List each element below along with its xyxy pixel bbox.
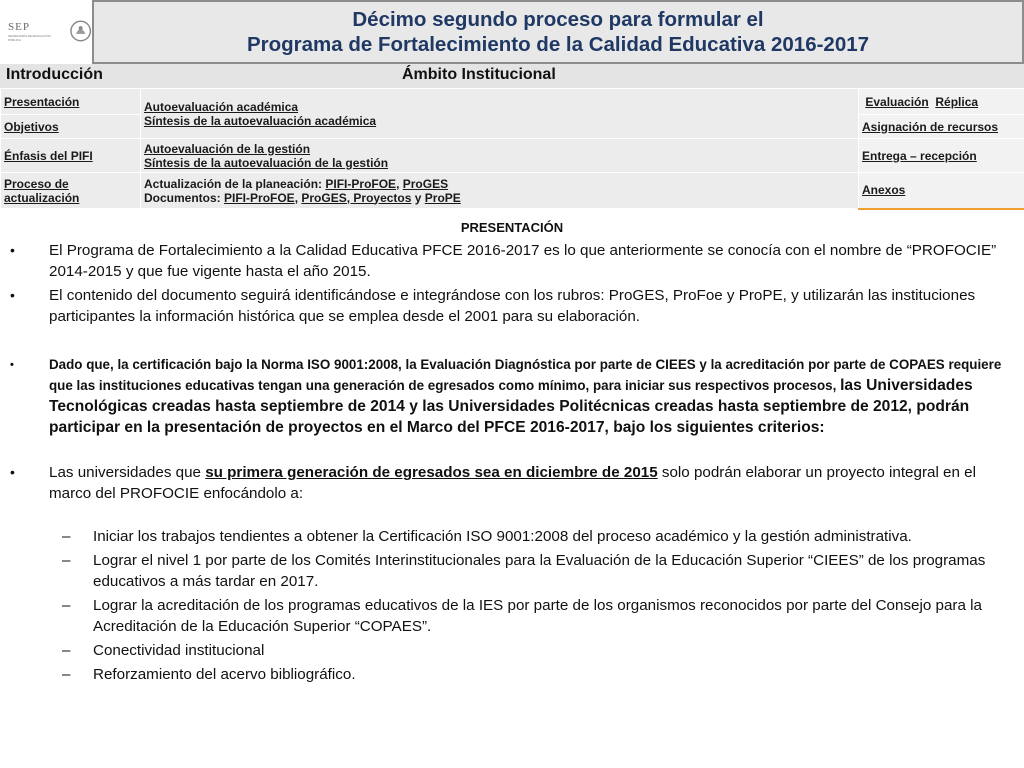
- nav-autoevaluacion-gestion[interactable]: Autoevaluación de la gestión: [144, 141, 311, 156]
- nav-anexos[interactable]: Anexos: [859, 173, 1024, 209]
- nav-documentos-line: Documentos: PIFI-ProFOE, ProGES, Proyectos y ProPE: [144, 190, 461, 205]
- nav-enfasis[interactable]: Énfasis del PIFI: [1, 139, 141, 173]
- sep-logo-word: SEP: [8, 20, 30, 33]
- nav-proceso[interactable]: Proceso de actualización: [1, 173, 141, 209]
- dash-mark: –: [62, 552, 71, 569]
- bullet-2: • El contenido del documento seguirá identificándose e integrándose con los rubros: ProGES, ProFoe y ProPE, y utilizarán las instituciones participantes la información histórica que se emplea desde el 2001 para su elaboración.: [10, 287, 976, 325]
- subitem-4: – Conectividad institucional: [62, 642, 265, 659]
- bullet-mark: •: [10, 359, 14, 371]
- title-line-1: Décimo segundo proceso para formular el: [352, 8, 764, 31]
- nav-actualizacion-cell: [141, 173, 859, 209]
- nav-entrega[interactable]: Entrega – recepción: [859, 139, 1024, 173]
- subitem-5: – Reforzamiento del acervo bibliográfico.: [62, 666, 356, 683]
- bullet-mark: •: [10, 242, 15, 258]
- navigation-table: [0, 88, 1024, 210]
- subitem-1: – Iniciar los trabajos tendientes a obtener la Certificación ISO 9001:2008 del proceso académico y la gestión administrativa.: [62, 528, 912, 545]
- bullet-mark: •: [10, 287, 15, 303]
- sep-logo-subtitle: SECRETARÍA DE EDUCACIÓN PÚBLICA: [8, 33, 51, 42]
- dash-mark: –: [62, 642, 71, 659]
- bullet-1: • El Programa de Fortalecimiento a la Calidad Educativa PFCE 2016-2017 es lo que anteriormente se conocía con el nombre de “PROFOCIE” 2014-2015 y que fue vigente hasta el año 2015.: [10, 242, 997, 280]
- link-doc-pifi-profoe[interactable]: PIFI-ProFOE: [224, 190, 295, 205]
- nav-objetivos[interactable]: Objetivos: [1, 115, 141, 139]
- link-proges[interactable]: ProGES: [402, 176, 449, 191]
- nav-presentacion[interactable]: Presentación: [1, 89, 141, 115]
- mexico-seal-icon: [69, 18, 92, 44]
- nav-sintesis-academica[interactable]: Síntesis de la autoevaluación académica: [144, 113, 377, 128]
- intro-label[interactable]: Introducción: [6, 66, 103, 83]
- nav-sintesis-gestion[interactable]: Síntesis de la autoevaluación de la gestión: [144, 155, 389, 170]
- nav-gestion-cell: [141, 139, 859, 173]
- bullet-mark: •: [10, 464, 15, 480]
- bullet-4: • Las universidades que su primera generación de egresados sea en diciembre de 2015 solo podrán elaborar un proyecto integral en el marco del PROFOCIE enfocándolo a:: [10, 464, 976, 502]
- title-line-2: Programa de Fortalecimiento de la Calidad Educativa 2016-2017: [246, 33, 870, 56]
- subitem-3: – Lograr la acreditación de los programas educativos de la IES por parte de los organismos reconocidos por parte del Consejo para la Acreditación de la Educación Superior “COPAES”.: [62, 597, 982, 635]
- ambito-label: Ámbito Institucional: [402, 66, 556, 83]
- title-banner: [92, 0, 1024, 64]
- link-doc-prope[interactable]: ProPE: [424, 190, 461, 205]
- link-doc-proges[interactable]: ProGES: [301, 190, 347, 205]
- nav-evaluacion-replica-cell: [859, 89, 1024, 115]
- sep-logo: [0, 0, 92, 62]
- nav-replica[interactable]: Réplica: [935, 94, 979, 109]
- nav-evaluacion[interactable]: Evaluación: [865, 94, 929, 109]
- link-pifi-profoe[interactable]: PIFI-ProFOE: [325, 176, 397, 191]
- dash-mark: –: [62, 597, 71, 614]
- bullet-3: • Dado que, la certificación bajo la Norma ISO 9001:2008, la Evaluación Diagnóstica por parte de CIEES y la acreditación por parte de COPAES requiere que las instituciones educativas tengan una generación de egresados como mínimo, para iniciar sus respectivos procesos, las Universidades Tecnológicas creadas hasta septiembre de 2014 y las Universidades Politécnicas creadas hasta septiembre de 2012, podrán participar en la presentación de proyectos en el Marco del PFCE 2016-2017, bajo los siguientes criterios:: [10, 357, 1002, 436]
- presentation-content: [0, 240, 1024, 685]
- nav-actualizacion-line: Actualización de la planeación: PIFI-ProFOE, ProGES: [144, 176, 449, 191]
- nav-autoevaluacion-academica[interactable]: Autoevaluación académica: [144, 99, 299, 114]
- section-title: PRESENTACIÓN: [460, 220, 564, 235]
- link-doc-proyectos[interactable]: Proyectos: [353, 190, 412, 205]
- nav-autoevaluacion-academica-cell: [141, 89, 859, 139]
- dash-mark: –: [62, 528, 71, 545]
- dash-mark: –: [62, 666, 71, 683]
- subitem-2: – Lograr el nivel 1 por parte de los Comités Interinstitucionales para la Evaluación de la Educación Superior “CIEES” de los programas educativos a más tardar en 2017.: [62, 552, 986, 590]
- nav-asignacion[interactable]: Asignación de recursos: [859, 115, 1024, 139]
- header-row: [0, 64, 1024, 88]
